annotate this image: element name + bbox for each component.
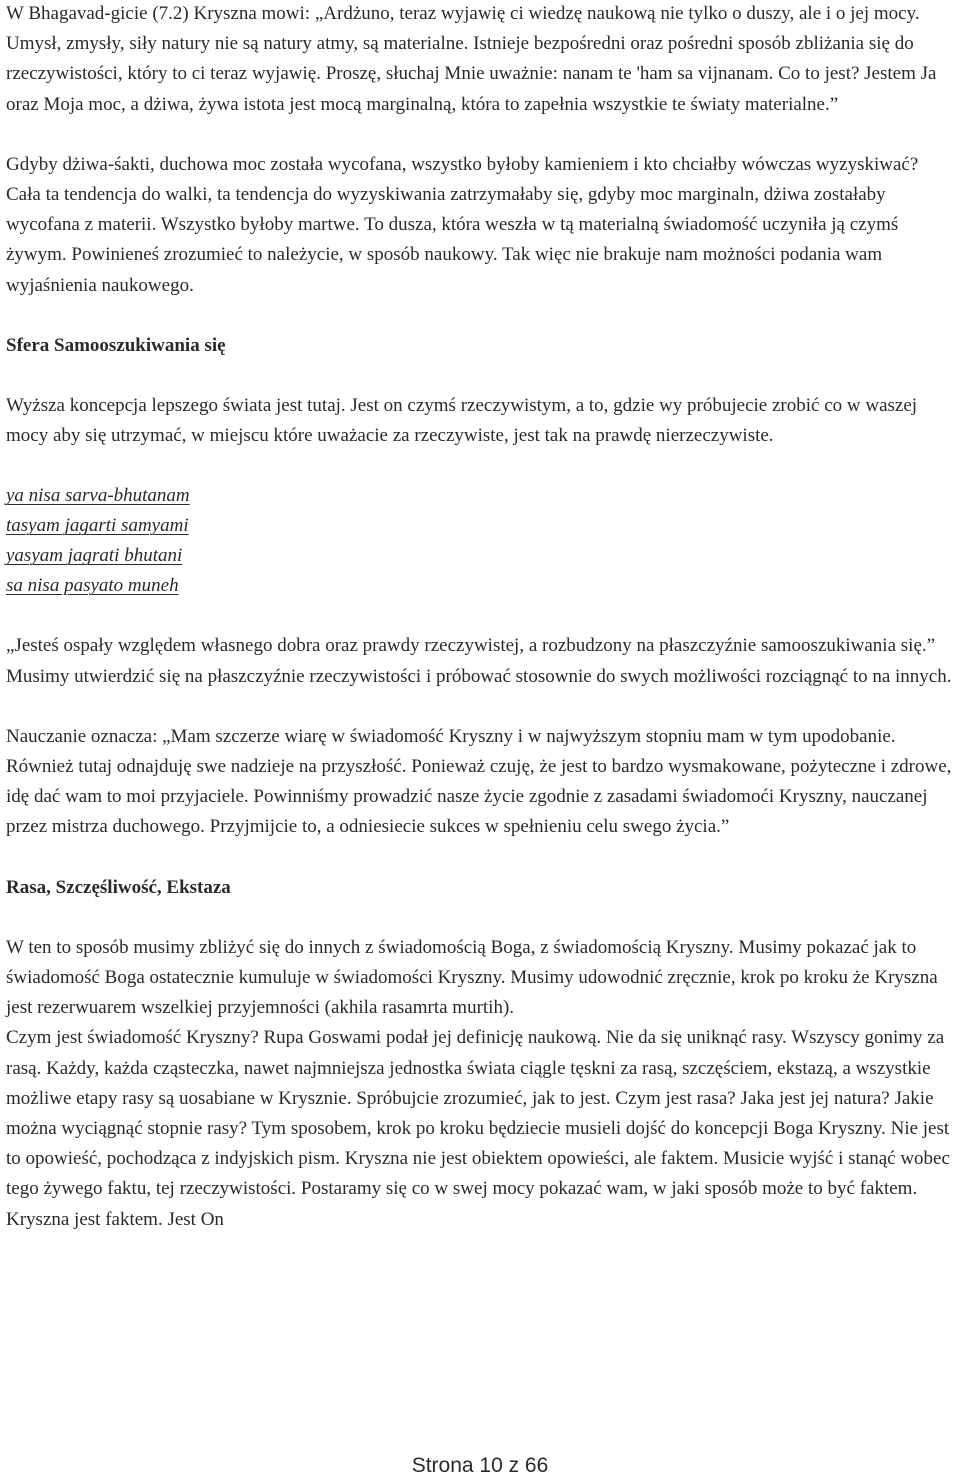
paragraph-gap: [6, 692, 954, 722]
sanskrit-verse: [6, 481, 954, 601]
paragraph-gap: [6, 361, 954, 391]
paragraph-gap: [6, 120, 954, 150]
page-number: Strona 10 z 66: [411, 1454, 549, 1477]
verse-line: sa nisa pasyato muneh: [6, 575, 179, 597]
paragraph-gap: [6, 601, 954, 631]
paragraph-7: Czym jest świadomość Kryszny? Rupa Goswami podał jej definicję naukową. Nie da się uniknąć rasy. Wszyscy gonimy za rasą. Każdy, każda cząsteczka, nawet najmniejsza jednostka świata ciągle tęskni za rasą, szczęściem, ekstazą, a wszystkie możliwe etapy rasy są uosabiane w Krysznie. Spróbujcie zrozumieć, jak to jest. Czym jest rasa? Jaka jest jej natura? Jakie można wyciągnąć stopnie rasy? Tym sposobem, krok po kroku będziecie musieli dojść do koncepcji Boga Kryszny. Nie jest to opowieść, pochodząca z indyjskich pism. Kryszna nie jest obiektem opowieści, ale faktem. Musicie wyjść i stanąć wobec tego żywego faktu, tej rzeczywistości. Postaramy się co w swej mocy pokazać wam, w jaki sposób może to być faktem. Kryszna jest faktem. Jest On: [6, 1027, 950, 1230]
verse-line: yasyam jagrati bhutani: [6, 545, 183, 567]
section-heading-1: Sfera Samooszukiwania się: [6, 334, 226, 356]
paragraph-4: „Jesteś ospały względem własnego dobra oraz prawdy rzeczywistej, a rozbudzony na płaszczyźnie samooszukiwania się.” Musimy utwierdzić się na płaszczyźnie rzeczywistości i próbować stosownie do swych możliwości rozciągnąć to na innych.: [6, 635, 952, 687]
paragraph-3: Wyższa koncepcja lepszego świata jest tutaj. Jest on czymś rzeczywistym, a to, gdzie wy próbujecie zrobić co w waszej mocy aby się utrzymać, w miejscu które uważacie za rzeczywiste, jest tak na prawdę nierzeczywiste.: [6, 395, 918, 447]
section-heading-2: Rasa, Szczęśliwość, Ekstaza: [6, 876, 231, 898]
paragraph-2: Gdyby dżiwa-śakti, duchowa moc została wycofana, wszystko byłoby kamieniem i kto chciałby wówczas wyzyskiwać? Cała ta tendencja do walki, ta tendencja do wyzyskiwania zatrzymałaby się, gdyby moc marginaln, dżiwa zostałaby wycofana z materii. Wszystko byłoby martwe. To dusza, która weszła w tą materialną świadomość uczyniła ją czymś żywym. Powinieneś zrozumieć to należycie, w sposób naukowy. Tak więc nie brakuje nam możności podania wam wyjaśnienia naukowego.: [6, 153, 919, 296]
paragraph-gap: [6, 451, 954, 481]
paragraph-1: W Bhagavad-gicie (7.2) Kryszna mowi: „Ardżuno, teraz wyjawię ci wiedzę naukową nie tylko o duszy, ale i o jej mocy. Umysł, zmysły, siły natury nie są natury atmy, są materialne. Istnieje bezpośredni oraz pośredni sposób zbliżania się do rzeczywistości, który to ci teraz wyjawię. Proszę, słuchaj Mnie uważnie: nanam te 'ham sa vijnanam. Co to jest? Jestem Ja oraz Moja moc, a dżiwa, żywa istota jest mocą marginalną, która to zapełnia wszystkie te światy materialne.”: [6, 3, 937, 115]
document-page: [6, 0, 954, 1235]
paragraph-gap: [6, 903, 954, 933]
verse-line: ya nisa sarva-bhutanam: [6, 485, 190, 507]
paragraph-5: Nauczanie oznacza: „Mam szczerze wiarę w świadomość Kryszny i w najwyższym stopniu mam w tym upodobanie. Również tutaj odnajduję swe nadzieje na przyszłość. Ponieważ czuję, że jest to bardzo wysmakowane, pożyteczne i zdrowe, idę dać wam to moi przyjaciele. Powinniśmy prowadzić nasze życie zgodnie z zasadami świadomoći Kryszny, nauczanej przez mistrza duchowego. Przyjmijcie to, a odniesiecie sukces w spełnieniu celu swego życia.”: [6, 725, 952, 838]
paragraph-6: W ten to sposób musimy zbliżyć się do innych z świadomością Boga, z świadomością Kryszny. Musimy pokazać jak to świadomość Boga ostatecznie kumuluje w świadomości Kryszny. Musimy udowodnić zręcznie, krok po kroku że Kryszna jest rezerwuarem wszelkiej przyjemności (akhila rasamrta murtih).: [6, 936, 938, 1019]
paragraph-gap: [6, 843, 954, 873]
verse-line: tasyam jagarti samyami: [6, 515, 189, 537]
paragraph-gap: [6, 301, 954, 331]
